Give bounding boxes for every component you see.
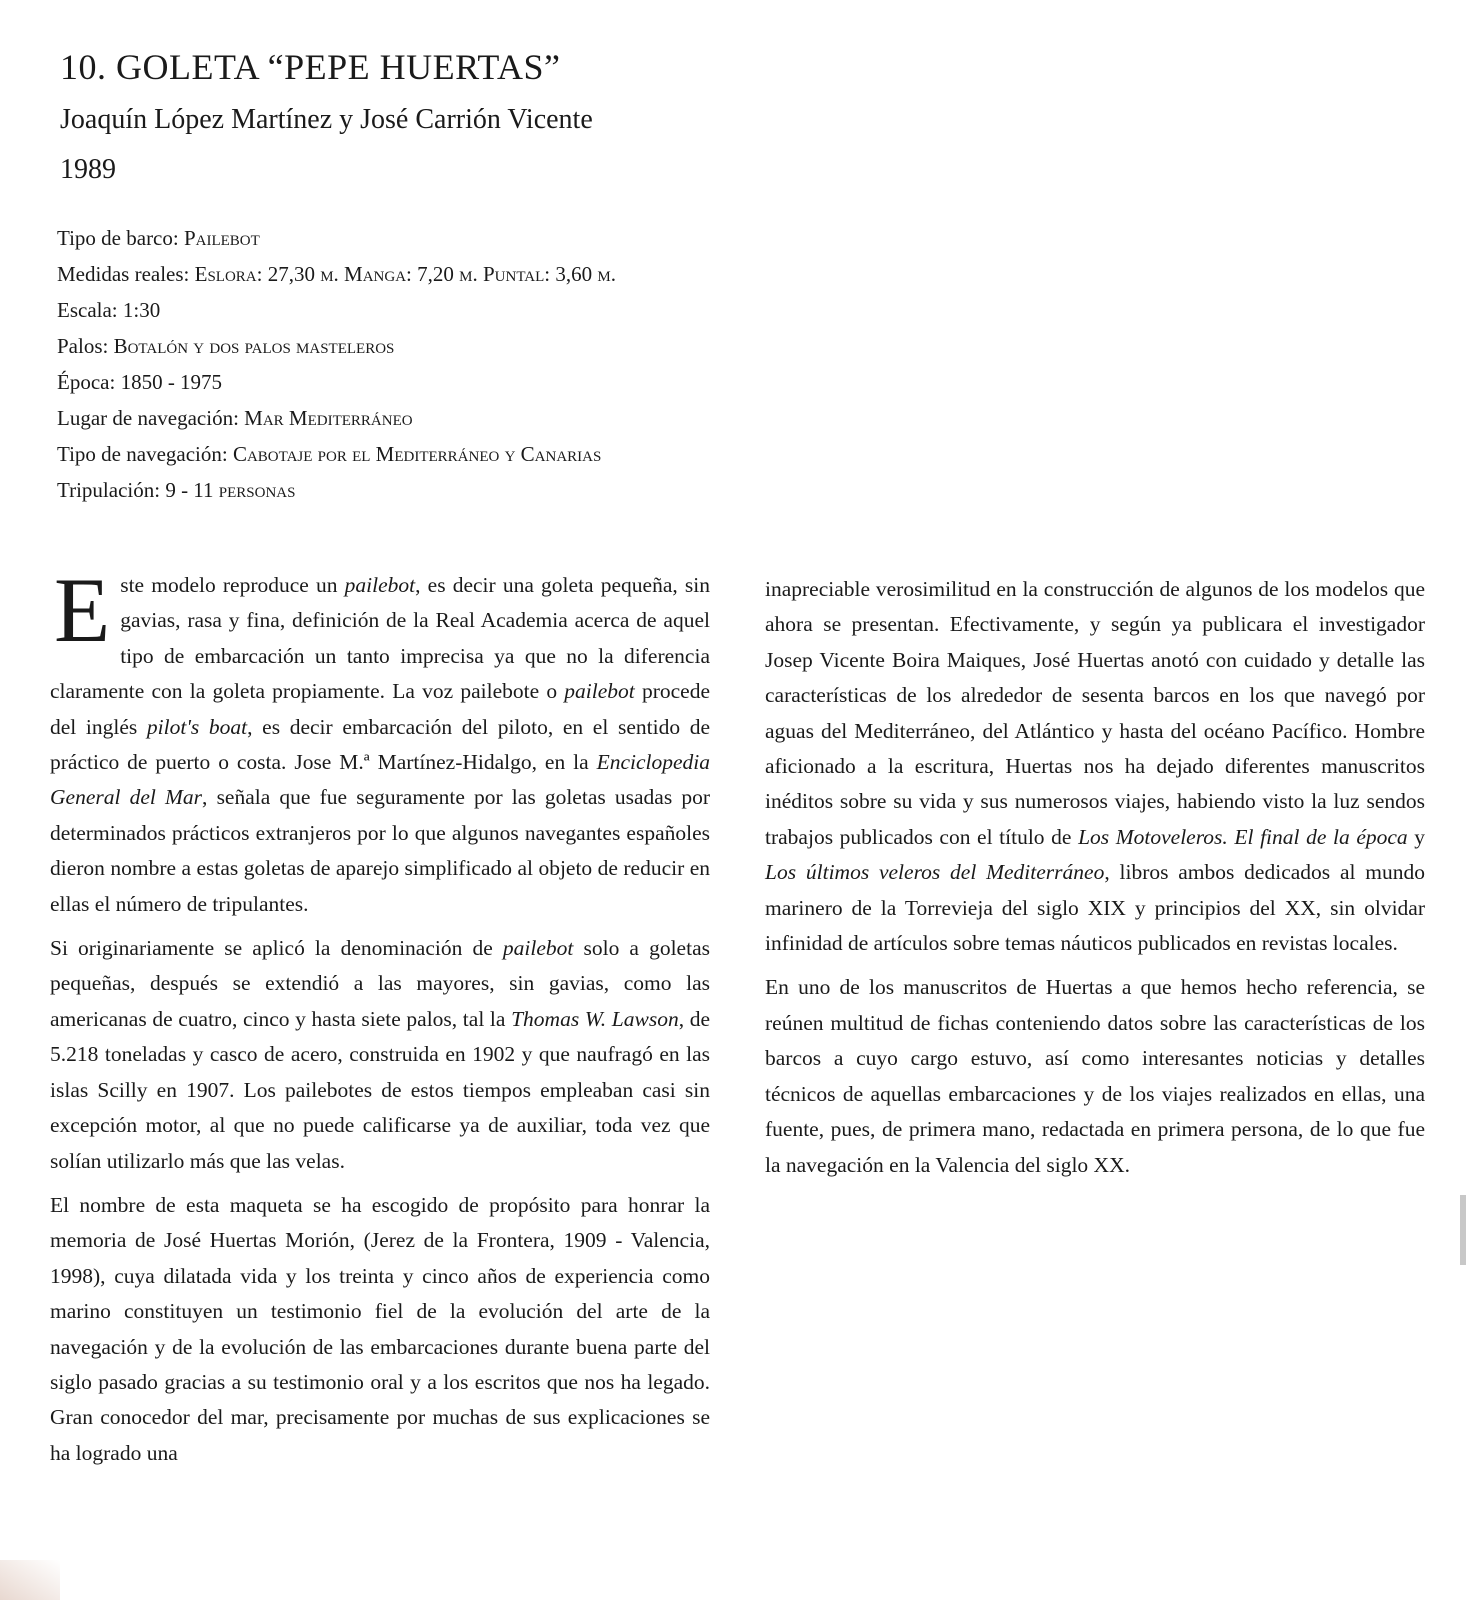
spec-value: Pailebot bbox=[183, 226, 260, 250]
spec-item-tipo-navegacion bbox=[57, 436, 777, 472]
spec-value: 1:30 bbox=[122, 298, 161, 322]
left-column bbox=[50, 559, 711, 1480]
italic-term: pailebot bbox=[344, 573, 416, 597]
spec-item-epoca bbox=[57, 364, 777, 400]
scan-edge-mark bbox=[1460, 1195, 1466, 1265]
paragraph-1 bbox=[50, 559, 711, 922]
text-run: inapreciable verosimilitud en la construcción de algunos de los modelos que ahora se presentan. Efectivamente, y según ya publicara el investigador Josep Vicente Boira Maiques, José Huertas anotó con cuidado y detalle las características de los alrededor de sesenta barcos en los que navegó por aguas del Mediterráneo, del Atlántico y hasta del océano Pacífico. Hombre aficionado a la escritura, Huertas nos ha dejado diferentes manuscritos inéditos sobre su vida y sus numerosos viajes, habiendo visto la luz sendos trabajos publicados con el título de bbox=[765, 577, 1425, 849]
text-run: , de 5.218 toneladas y casco de acero, construida en 1902 y que naufragó en las islas Scilly en 1907. Los pailebotes de estos tiempos empleaban casi sin excepción motor, al que no puede calificarse ya de auxiliar, toda vez que solían utilizarlo más que las velas. bbox=[50, 1006, 711, 1173]
paragraph-4 bbox=[765, 572, 1425, 961]
spec-value: 9 - 11 personas bbox=[165, 478, 296, 502]
text-run: y bbox=[1407, 824, 1426, 849]
text-run: , es decir una goleta pequeña, sin gavias, rasa y fina, definición de la Real Academia acerca de aquel tipo de embarcación un tanto imprecisa ya que no la diferencia claramente con la goleta propiamente. La voz pailebote o bbox=[50, 573, 710, 704]
spec-label: Tipo de navegación: bbox=[57, 442, 233, 466]
paragraph-2 bbox=[50, 931, 710, 1179]
italic-term: pailebot bbox=[564, 679, 635, 704]
italic-ship-name: Thomas W. Lawson bbox=[511, 1006, 679, 1031]
text-run: , libros ambos dedicados al mundo marinero de la Torrevieja del siglo XIX y principios del XX, sin olvidar infinidad de artículos sobre temas náuticos publicados en revistas locales. bbox=[765, 860, 1425, 956]
italic-title: Enciclopedia General del Mar bbox=[50, 750, 710, 810]
spec-item-medidas bbox=[57, 256, 777, 292]
text-run: ste modelo reproduce un bbox=[120, 573, 345, 597]
text-run: Si originariamente se aplicó la denominación de bbox=[50, 936, 503, 961]
spec-label: Tripulación: bbox=[57, 478, 166, 502]
text-run: , señala que fue seguramente por las goletas usadas por determinados prácticos extranjeros por lo que algunos navegantes españoles dieron nombre a estas goletas de aparejo simplificado al objeto de reducir en ellas el número de tripulantes. bbox=[50, 785, 711, 916]
spec-value: 1850 - 1975 bbox=[120, 370, 223, 394]
spec-item-lugar bbox=[57, 400, 777, 436]
text-run: solo a goletas pequeñas, después se extendió a las mayores, sin gavias, como las americanas de cuatro, cinco y hasta siete palos, tal la bbox=[50, 936, 710, 1031]
paragraph-3: El nombre de esta maqueta se ha escogido de propósito para honrar la memoria de José Huertas Morión, (Jerez de la Frontera, 1909 - Valencia, 1998), cuya dilatada vida y los treinta y cinco años de experiencia como marino constituyen un testimonio fiel de la evolución del arte de la navegación y de la evolución de las embarcaciones durante buena parte del siglo pasado gracias a su testimonio oral y a los escritos que nos ha legado. Gran conocedor del mar, precisamente por muchas de sus explicaciones se ha logrado una bbox=[50, 1192, 710, 1465]
paragraph-5: En uno de los manuscritos de Huertas a que hemos hecho referencia, se reúnen multitud de fichas conteniendo datos sobre las características de los barcos a cuyo cargo estuvo, así como interesantes noticias y detalles técnicos de aquellas embarcaciones y de los viajes realizados en ellas, una fuente, pues, de primera mano, redactada en primera persona, de lo que fue la navegación en la Valencia del siglo XX. bbox=[765, 975, 1425, 1177]
text-run: , es decir embarcación del piloto, en el sentido de práctico de puerto o costa. Jose M.ª Martínez-Hidalgo, en la bbox=[50, 714, 711, 775]
spec-label: Palos: bbox=[57, 334, 114, 358]
spec-item-palos bbox=[57, 328, 777, 364]
right-column bbox=[765, 572, 1425, 1192]
authors: Joaquín López Martínez y José Carrión Vicente bbox=[60, 104, 593, 135]
drop-cap: E bbox=[54, 559, 111, 661]
spec-value: Mar Mediterráneo bbox=[244, 406, 413, 430]
italic-term: pailebot bbox=[502, 936, 574, 961]
spec-label: Tipo de barco: bbox=[57, 226, 184, 250]
spec-item-tripulacion bbox=[57, 472, 777, 508]
spec-value: Eslora: 27,30 m. Manga: 7,20 m. Puntal: 3,60 m. bbox=[194, 262, 616, 286]
scan-edge-shadow bbox=[0, 1560, 60, 1600]
spec-item-escala bbox=[57, 292, 777, 328]
specs-list bbox=[57, 220, 777, 508]
italic-term: pilot's boat bbox=[146, 714, 248, 739]
spec-item-tipo-barco bbox=[57, 220, 777, 256]
spec-label: Medidas reales: bbox=[57, 262, 195, 286]
page-title: 10. GOLETA “PEPE HUERTAS” bbox=[60, 47, 561, 87]
italic-title: Los Motoveleros. El final de la época bbox=[1078, 824, 1408, 849]
spec-label: Escala: bbox=[57, 298, 123, 322]
year: 1989 bbox=[60, 154, 116, 185]
text-run: procede del inglés bbox=[50, 679, 711, 739]
italic-title: Los últimos veleros del Mediterráneo bbox=[765, 860, 1105, 885]
spec-label: Época: bbox=[57, 370, 121, 394]
spec-label: Lugar de navegación: bbox=[57, 406, 245, 430]
spec-value: Cabotaje por el Mediterráneo y Canarias bbox=[232, 442, 602, 466]
spec-value: Botalón y dos palos masteleros bbox=[113, 334, 395, 358]
